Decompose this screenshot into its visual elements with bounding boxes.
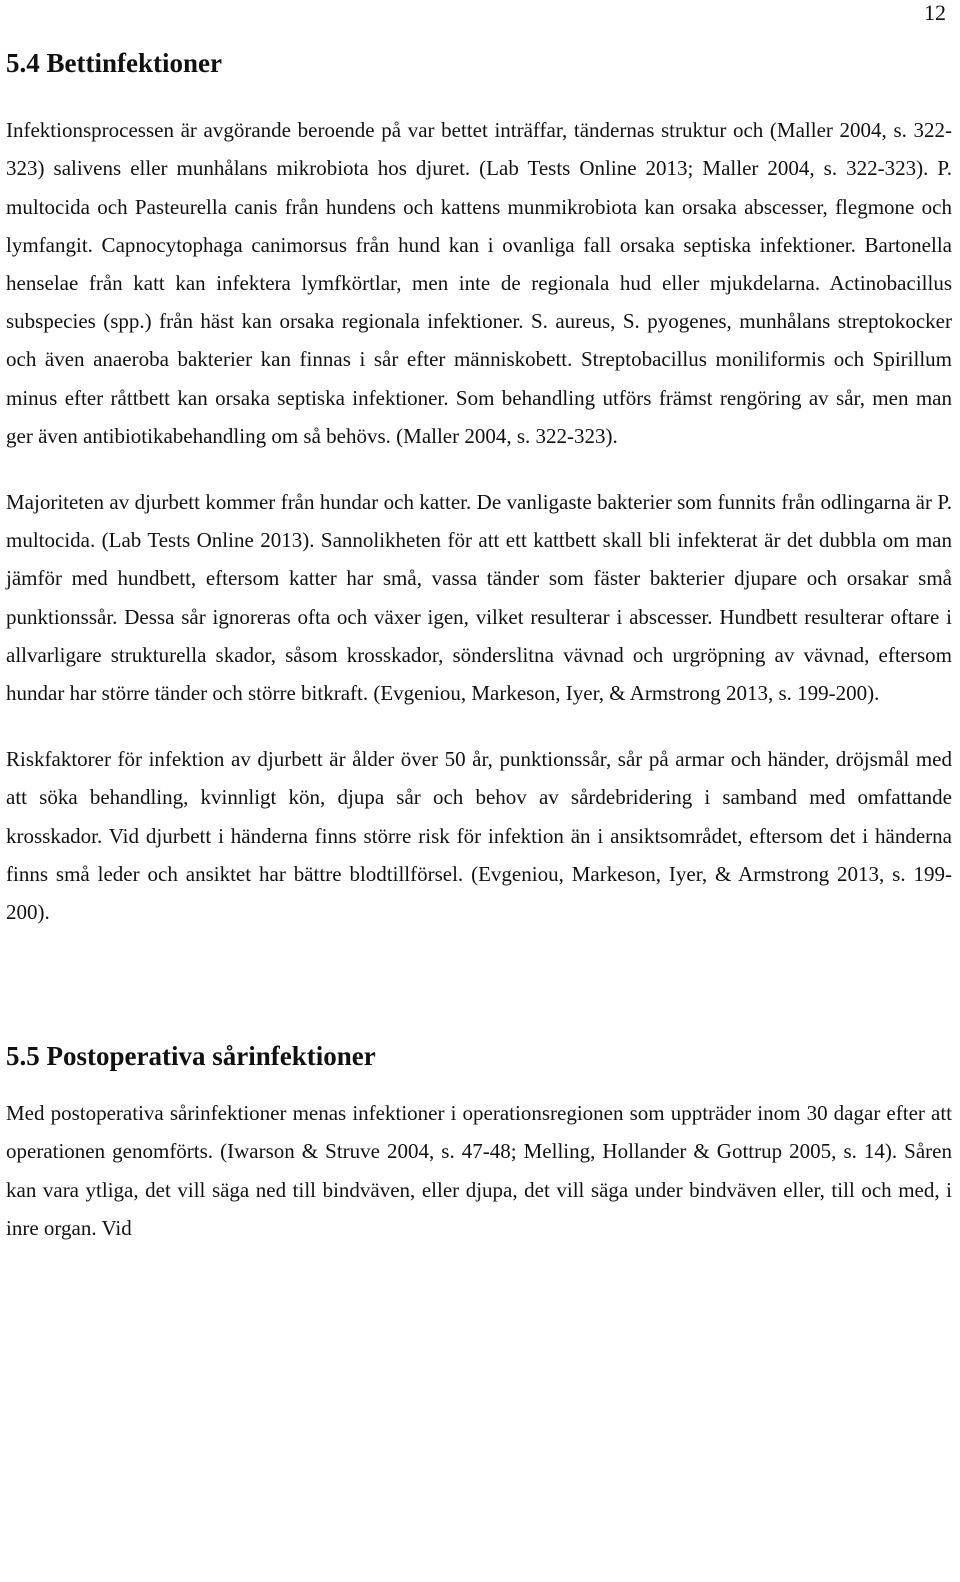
section-heading: 5.5 Postoperativa sårinfektioner (6, 1041, 376, 1072)
section-bettinfektioner (6, 46, 952, 931)
document-body (6, 46, 952, 1247)
page-number: 12 (924, 0, 946, 25)
section-postoperativa-sarinfektioner (6, 1039, 952, 1247)
paragraph: Med postoperativa sårinfektioner menas infektioner i operationsregionen som uppträder inom 30 dagar efter att operationen genomförts. (Iwarson & Struve 2004, s. 47-48; Melling, Hollander & Gottrup 2005, s. 14). Såren kan vara ytliga, det vill säga ned till bindväven, eller djupa, det vill säga under bindväven eller, till och med, i inre organ. Vid (6, 1101, 952, 1240)
paragraph: Infektionsprocessen är avgörande beroende på var bettet inträffar, tändernas struktur och (Maller 2004, s. 322-323) salivens eller munhålans mikrobiota hos djuret. (Lab Tests Online 2013; Maller 2004, s. 322-323). P. multocida och Pasteurella canis från hundens och kattens munmikrobiota kan orsaka abscesser, flegmone och lymfangit. Capnocytophaga canimorsus från hund kan i ovanliga fall orsaka septiska infektioner. Bartonella henselae från katt kan infektera lymfkörtlar, men inte de regionala hud eller mjukdelarna. Actinobacillus subspecies (spp.) från häst kan orsaka regionala infektioner. S. aureus, S. pyogenes, munhålans streptokocker och även anaeroba bakterier kan finnas i sår efter människobett. Streptobacillus moniliformis och Spirillum minus efter råttbett kan orsaka septiska infektioner. Som behandling utförs främst rengöring av sår, men man ger även antibiotikabehandling om så behövs. (Maller 2004, s. 322-323). (6, 118, 952, 448)
paragraph: Majoriteten av djurbett kommer från hundar och katter. De vanligaste bakterier som funnits från odlingarna är P. multocida. (Lab Tests Online 2013). Sannolikheten för att ett kattbett skall bli infekterat är det dubbla om man jämför med hundbett, eftersom katter har små, vassa tänder som fäster bakterier djupare och orsakar små punktionssår. Dessa sår ignoreras ofta och växer igen, vilket resulterar i abscesser. Hundbett resulterar oftare i allvarligare strukturella skador, såsom krosskador, sönderslitna vävnad och urgröpning av vävnad, eftersom hundar har större tänder och större bitkraft. (Evgeniou, Markeson, Iyer, & Armstrong 2013, s. 199-200). (6, 489, 952, 705)
paragraph: Riskfaktorer för infektion av djurbett är ålder över 50 år, punktionssår, sår på armar och händer, dröjsmål med att söka behandling, kvinnligt kön, djupa sår och behov av sårdebridering i samband med omfattande krosskador. Vid djurbett i händerna finns större risk för infektion än i ansiktsområdet, eftersom det i händerna finns små leder och ansiktet har bättre blodtillförsel. (Evgeniou, Markeson, Iyer, & Armstrong 2013, s. 199-200). (6, 747, 952, 924)
section-heading: 5.4 Bettinfektioner (6, 48, 222, 78)
